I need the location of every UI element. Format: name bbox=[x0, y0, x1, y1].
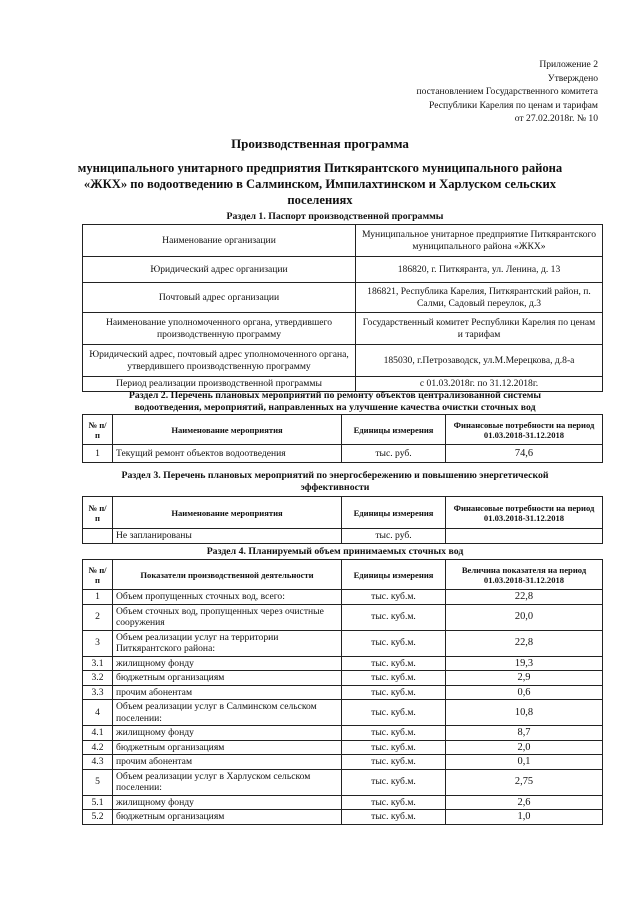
row-name: жилищному фонду bbox=[113, 795, 342, 810]
section-3-title-line-2: эффективности bbox=[300, 482, 370, 493]
approval-date: от 27.02.2018г. № 10 bbox=[514, 113, 598, 124]
passport-value: 186820, г. Питкяранта, ул. Ленина, д. 13 bbox=[356, 257, 603, 283]
row-unit: тыс. куб.м. bbox=[342, 810, 446, 825]
table-row bbox=[83, 377, 603, 392]
row-number: 2 bbox=[83, 604, 113, 630]
table-row bbox=[83, 740, 603, 755]
row-name: Объем реализации услуг в Салминском сельском поселении: bbox=[113, 700, 342, 726]
row-name: прочим абонентам bbox=[113, 755, 342, 770]
row-unit: тыс. куб.м. bbox=[342, 795, 446, 810]
row-name: Объем пропущенных сточных вод, всего: bbox=[113, 590, 342, 605]
table-row bbox=[83, 755, 603, 770]
column-header-name: Наименование мероприятия bbox=[113, 497, 342, 529]
column-header-value: Финансовые потребности на период 01.03.2018-31.12.2018 bbox=[446, 415, 603, 445]
repair-table bbox=[82, 414, 603, 463]
row-number: 1 bbox=[83, 590, 113, 605]
column-header-indicator: Показатели производственной деятельности bbox=[113, 560, 342, 590]
row-value: 20,0 bbox=[446, 604, 603, 630]
row-name: Объем сточных вод, пропущенных через очистные сооружения bbox=[113, 604, 342, 630]
column-header-number: № п/п bbox=[83, 560, 113, 590]
row-value: 1,0 bbox=[446, 810, 603, 825]
row-name: прочим абонентам bbox=[113, 685, 342, 700]
row-name: Текущий ремонт объектов водоотведения bbox=[113, 445, 342, 463]
passport-value: Государственный комитет Республики Карелия по ценам и тарифам bbox=[356, 313, 603, 345]
row-value: 2,75 bbox=[446, 769, 603, 795]
row-value: 0,6 bbox=[446, 685, 603, 700]
row-name: Не запланированы bbox=[113, 529, 342, 544]
row-unit: тыс. куб.м. bbox=[342, 740, 446, 755]
row-unit: тыс. куб.м. bbox=[342, 755, 446, 770]
row-name: Объем реализации услуг на территории Питкярантского района: bbox=[113, 630, 342, 656]
table-row bbox=[83, 795, 603, 810]
row-unit: тыс. куб.м. bbox=[342, 656, 446, 671]
approval-block bbox=[416, 58, 598, 126]
table-row bbox=[83, 810, 603, 825]
passport-value: Муниципальное унитарное предприятие Питкярантского муниципального района «ЖКХ» bbox=[356, 225, 603, 257]
row-unit: тыс. куб.м. bbox=[342, 604, 446, 630]
section-3-title bbox=[70, 470, 600, 494]
passport-value: 186821, Республика Карелия, Питкярантский район, п. Салми, Садовый переулок, д.3 bbox=[356, 283, 603, 313]
approval-authority: Республики Карелия по ценам и тарифам bbox=[428, 99, 598, 111]
table-row bbox=[83, 700, 603, 726]
column-header-number: № п/п bbox=[83, 415, 113, 445]
row-value bbox=[446, 529, 603, 544]
passport-label: Период реализации производственной программы bbox=[83, 377, 356, 392]
row-unit: тыс. куб.м. bbox=[342, 769, 446, 795]
row-name: бюджетным организациям bbox=[113, 671, 342, 686]
row-number: 4.1 bbox=[83, 726, 113, 741]
table-row bbox=[83, 225, 603, 257]
table-row bbox=[83, 257, 603, 283]
row-number: 4 bbox=[83, 700, 113, 726]
passport-label: Наименование уполномоченного органа, утвердившего производственную программу bbox=[83, 313, 356, 345]
row-name: Объем реализации услуг в Харлуском сельском поселении: bbox=[113, 769, 342, 795]
passport-label: Юридический адрес, почтовый адрес уполномоченного органа, утвердившего производственную программу bbox=[83, 345, 356, 377]
table-row bbox=[83, 345, 603, 377]
section-2-title bbox=[70, 390, 600, 414]
row-number: 5.2 bbox=[83, 810, 113, 825]
table-row bbox=[83, 590, 603, 605]
subtitle-line-1: муниципального унитарного предприятия Питкярантского муниципального района bbox=[77, 161, 563, 175]
passport-value: 185030, г.Петрозаводск, ул.М.Мерецкова, д.8-а bbox=[356, 345, 603, 377]
wastewater-volume-table bbox=[82, 559, 603, 825]
row-unit: тыс. куб.м. bbox=[342, 700, 446, 726]
table-row bbox=[83, 656, 603, 671]
column-header-name: Наименование мероприятия bbox=[113, 415, 342, 445]
row-number: 1 bbox=[83, 445, 113, 463]
row-value: 74,6 bbox=[446, 445, 603, 463]
row-number: 4.3 bbox=[83, 755, 113, 770]
column-header-value: Величина показателя на период 01.03.2018-31.12.2018 bbox=[446, 560, 603, 590]
appendix-label: Приложение 2 bbox=[539, 59, 598, 70]
approved-label: Утверждено bbox=[547, 72, 598, 84]
row-value: 2,9 bbox=[446, 671, 603, 686]
table-row bbox=[83, 726, 603, 741]
column-header-unit: Единицы измерения bbox=[342, 560, 446, 590]
row-number: 3.1 bbox=[83, 656, 113, 671]
row-number: 3 bbox=[83, 630, 113, 656]
column-header-unit: Единицы измерения bbox=[342, 497, 446, 529]
row-value: 22,8 bbox=[446, 590, 603, 605]
row-value: 2,6 bbox=[446, 795, 603, 810]
row-number bbox=[83, 529, 113, 544]
table-row bbox=[83, 313, 603, 345]
table-header-row bbox=[83, 497, 603, 529]
table-row bbox=[83, 630, 603, 656]
table-row bbox=[83, 445, 603, 463]
row-name: бюджетным организациям bbox=[113, 810, 342, 825]
row-value: 19,3 bbox=[446, 656, 603, 671]
row-number: 3.2 bbox=[83, 671, 113, 686]
column-header-unit: Единицы измерения bbox=[342, 415, 446, 445]
column-header-number: № п/п bbox=[83, 497, 113, 529]
subtitle-line-2: «ЖКХ» по водоотведению в Салминском, Импилахтинском и Харлуском сельских bbox=[83, 177, 557, 191]
passport-label: Почтовый адрес организации bbox=[83, 283, 356, 313]
subtitle-line-3: поселениях bbox=[287, 193, 353, 207]
row-value: 22,8 bbox=[446, 630, 603, 656]
row-number: 3.3 bbox=[83, 685, 113, 700]
row-name: жилищному фонду bbox=[113, 656, 342, 671]
table-row bbox=[83, 685, 603, 700]
row-value: 2,0 bbox=[446, 740, 603, 755]
section-2-title-line-1: Раздел 2. Перечень плановых мероприятий по ремонту объектов централизованной системы bbox=[128, 390, 542, 401]
row-unit: тыс. руб. bbox=[342, 445, 446, 463]
row-value: 0,1 bbox=[446, 755, 603, 770]
row-name: бюджетным организациям bbox=[113, 740, 342, 755]
table-row bbox=[83, 283, 603, 313]
table-row bbox=[83, 529, 603, 544]
table-header-row bbox=[83, 560, 603, 590]
row-unit: тыс. куб.м. bbox=[342, 590, 446, 605]
section-4-title: Раздел 4. Планируемый объем принимаемых сточных вод bbox=[206, 546, 464, 557]
table-header-row bbox=[83, 415, 603, 445]
row-unit: тыс. куб.м. bbox=[342, 630, 446, 656]
passport-label: Наименование организации bbox=[83, 225, 356, 257]
row-value: 10,8 bbox=[446, 700, 603, 726]
section-3-title-line-1: Раздел 3. Перечень плановых мероприятий по энергосбережению и повышению энергетической bbox=[121, 470, 549, 481]
section-1-title: Раздел 1. Паспорт производственной программы bbox=[226, 211, 444, 222]
passport-value: с 01.03.2018г. по 31.12.2018г. bbox=[356, 377, 603, 392]
row-number: 5.1 bbox=[83, 795, 113, 810]
document-title: Производственная программа bbox=[231, 136, 409, 151]
row-name: жилищному фонду bbox=[113, 726, 342, 741]
table-row bbox=[83, 671, 603, 686]
approval-resolution: постановлением Государственного комитета bbox=[416, 86, 598, 97]
energy-table bbox=[82, 496, 603, 544]
table-row bbox=[83, 604, 603, 630]
row-value: 8,7 bbox=[446, 726, 603, 741]
document-subtitle bbox=[60, 160, 580, 208]
row-unit: тыс. руб. bbox=[342, 529, 446, 544]
column-header-value: Финансовые потребности на период 01.03.2018-31.12.2018 bbox=[446, 497, 603, 529]
passport-table bbox=[82, 224, 603, 392]
row-unit: тыс. куб.м. bbox=[342, 671, 446, 686]
row-number: 5 bbox=[83, 769, 113, 795]
row-number: 4.2 bbox=[83, 740, 113, 755]
row-unit: тыс. куб.м. bbox=[342, 726, 446, 741]
section-2-title-line-2: водоотведения, мероприятий, направленных на улучшение качества очистки сточных вод bbox=[134, 402, 536, 413]
table-row bbox=[83, 769, 603, 795]
passport-label: Юридический адрес организации bbox=[83, 257, 356, 283]
row-unit: тыс. куб.м. bbox=[342, 685, 446, 700]
